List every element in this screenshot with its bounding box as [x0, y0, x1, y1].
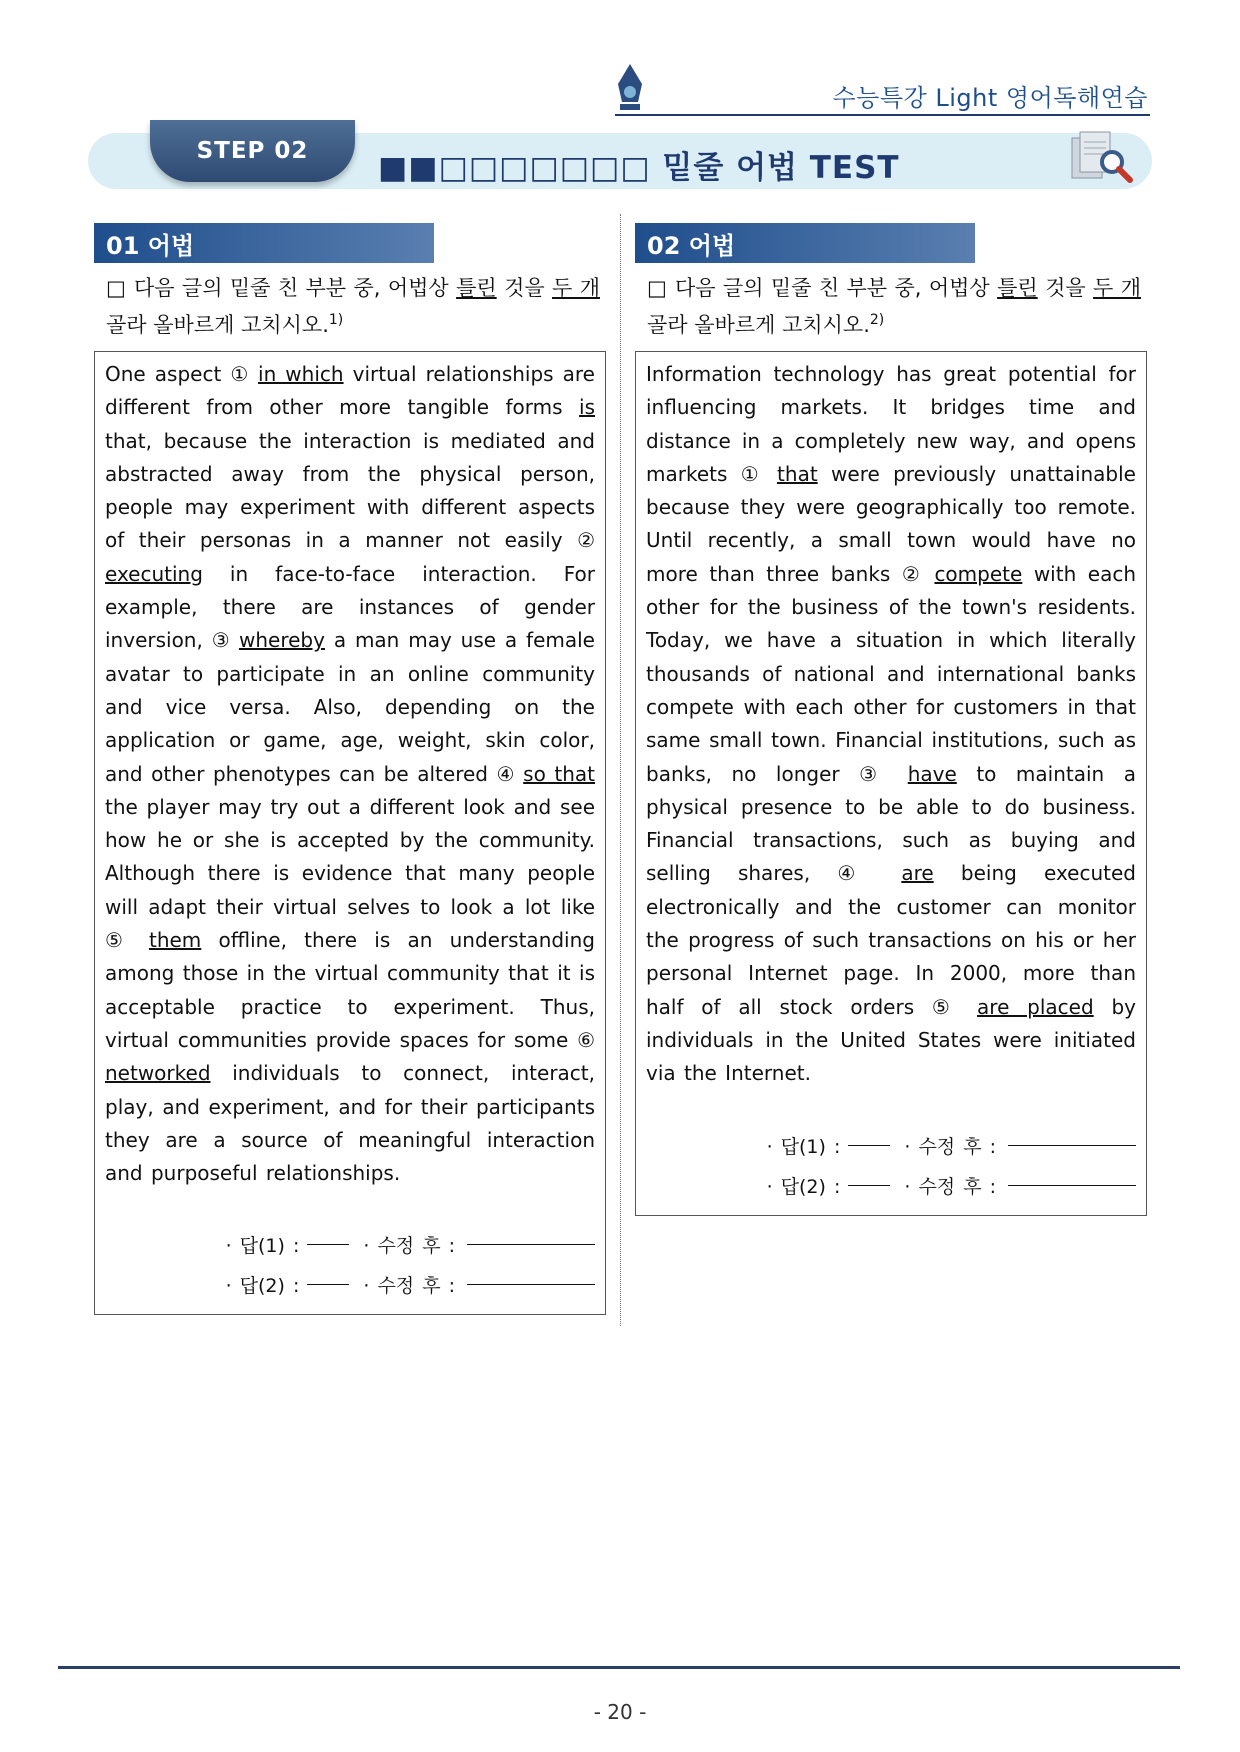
- passage-segment: in face-to-face interaction. For example, there are instances of gender inversion, ③: [105, 561, 595, 653]
- instruction-text: □ 다음 글의 밑줄 친 부분 중, 어법상: [647, 276, 998, 300]
- footnote-marker: 2): [869, 312, 885, 328]
- answer-blank[interactable]: [848, 1167, 890, 1186]
- section-label: 01 어법: [94, 223, 434, 263]
- revise-blank[interactable]: [1008, 1167, 1136, 1186]
- footnote-marker: 1): [328, 312, 344, 328]
- underlined-phrase: so that: [523, 761, 595, 786]
- step-badge: STEP 02: [150, 120, 355, 182]
- answer-blank[interactable]: [848, 1127, 890, 1146]
- passage-box: [635, 351, 1147, 1216]
- revise-blank[interactable]: [1008, 1127, 1136, 1146]
- header-title: 수능특강 Light 영어독해연습: [832, 84, 1148, 112]
- passage-text: [105, 358, 595, 1190]
- revise-label: · 수정 후 :: [363, 1275, 455, 1298]
- passage-segment: with each other for the business of the town's residents. Today, we have a situation in which literally thousands of national and international banks compete with each other for customers in that same small town. Financial institutions, such as banks, no longer ③: [646, 561, 1136, 786]
- column-divider: [620, 214, 621, 1326]
- instruction-text: □ 다음 글의 밑줄 친 부분 중, 어법상: [106, 276, 457, 300]
- book-magnifier-icon: [1066, 124, 1138, 188]
- instruction-text: 것을: [496, 276, 553, 300]
- underlined-phrase: networked: [105, 1061, 211, 1086]
- instruction-text: 것을: [1037, 276, 1094, 300]
- instruction: [94, 272, 606, 341]
- answer-label: · 답(2) :: [766, 1175, 841, 1198]
- passage-segment: by individuals in the United States were initiated via the Internet.: [646, 994, 1136, 1086]
- answer-lines: [646, 1127, 1136, 1207]
- answer-blank[interactable]: [307, 1266, 349, 1285]
- answer-blank[interactable]: [307, 1226, 349, 1245]
- passage-segment: to maintain a physical presence to be able to do business. Financial transactions, such as buying and selling shares, ④: [646, 761, 1136, 886]
- underlined-phrase: have: [907, 761, 957, 786]
- page-number: - 20 -: [593, 1700, 647, 1724]
- instruction-underline: 두 개: [552, 276, 600, 300]
- instruction-underline: 두 개: [1093, 276, 1141, 300]
- passage-segment: the player may try out a different look and see how he or she is accepted by the community. Although there is evidence that many people will adapt their virtual selves to look a lot like ⑤: [105, 794, 595, 953]
- revise-label: · 수정 후 :: [904, 1175, 996, 1198]
- passage-segment: Information technology has great potential for influencing markets. It bridges time and distance in a completely new way, and opens markets ①: [646, 362, 1136, 486]
- underlined-phrase: whereby: [239, 628, 325, 653]
- underlined-phrase: them: [148, 928, 202, 953]
- banner-title: ■■□□□□□□□ 밑줄 어법 TEST: [378, 150, 900, 186]
- revise-blank[interactable]: [467, 1226, 595, 1245]
- revise-blank[interactable]: [467, 1266, 595, 1285]
- answer-label: · 답(2) :: [225, 1275, 300, 1298]
- passage-segment: individuals to connect, interact, play, and experiment, and for their participants they are a source of meaningful interaction and purposeful relationships.: [105, 1061, 595, 1186]
- passage-segment: being executed electronically and the customer can monitor the progress of such transactions on his or her personal Internet page. In 2000, more than half of all stock orders ⑤: [646, 861, 1136, 1019]
- instruction-underline: 틀린: [997, 276, 1038, 300]
- instruction-text: 골라 올바르게 고치시오.: [106, 313, 329, 337]
- answer-lines: [105, 1226, 595, 1306]
- pen-logo: [612, 62, 648, 116]
- passage-segment: were previously unattainable because they were geographically too remote. Until recently, a small town would have no more than three banks ②: [646, 461, 1136, 586]
- underlined-phrase: are: [901, 861, 934, 886]
- passage-box: [94, 351, 606, 1315]
- answer-row-1: [646, 1127, 1136, 1167]
- underlined-phrase: executing: [105, 561, 203, 586]
- revise-label: · 수정 후 :: [363, 1235, 455, 1258]
- answer-row-2: [646, 1167, 1136, 1207]
- underlined-phrase: that: [777, 461, 818, 486]
- instruction: [635, 272, 1147, 341]
- section-label: 02 어법: [635, 223, 975, 263]
- revise-label: · 수정 후 :: [904, 1135, 996, 1158]
- header-rule: [615, 114, 1150, 116]
- passage-segment: One aspect ①: [105, 362, 259, 386]
- passage-segment: that, because the interaction is mediated and abstracted away from the physical person, people may experiment with different aspects of their personas in a manner not easily ②: [105, 428, 595, 553]
- answer-label: · 답(1) :: [225, 1235, 300, 1258]
- instruction-text: 골라 올바르게 고치시오.: [647, 313, 870, 337]
- underlined-phrase: in which: [258, 362, 344, 386]
- passage-text: [646, 358, 1136, 1091]
- underlined-phrase: compete: [934, 561, 1023, 586]
- passage-segment: a man may use a female avatar to participate in an online community and vice versa. Also, depending on the application or game, age, weight, skin color, and other phenotypes can be altered ④: [105, 628, 595, 786]
- footer-rule: [58, 1666, 1180, 1669]
- underlined-phrase: are placed: [977, 994, 1094, 1019]
- answer-label: · 답(1) :: [766, 1135, 841, 1158]
- underlined-phrase: is: [579, 395, 595, 420]
- passage-segment: offline, there is an understanding among those in the virtual community that it is acceptable practice to experiment. Thus, virtual communities provide spaces for some ⑥: [105, 928, 595, 1052]
- question-02: [635, 223, 1147, 1216]
- answer-row-1: [105, 1226, 595, 1266]
- instruction-underline: 틀린: [456, 276, 497, 300]
- question-01: [94, 223, 606, 1315]
- passage-segment: virtual relationships are different from other more tangible forms: [105, 362, 595, 420]
- answer-row-2: [105, 1266, 595, 1306]
